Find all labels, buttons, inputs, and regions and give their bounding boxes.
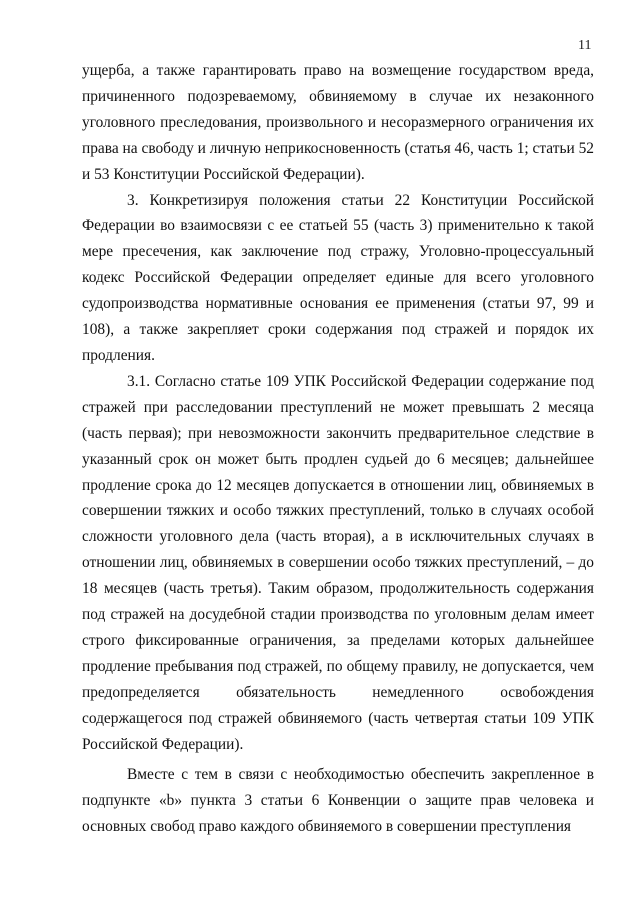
paragraph-section-3: 3. Конкретизируя положения статьи 22 Конституции Российской Федерации во взаимосвязи с ее статьей 55 (часть 3) применительно к такой мере пресечения, как заключение под стражу, Уголовно-процессуальный кодекс Российской Федерации определяет единые для всего уголовного судопроизводства нормативные основания ее применения (статьи 97, 99 и 108), а также закрепляет сроки содержания под стражей и порядок их продления. xyxy=(82,191,594,364)
page-number: 11 xyxy=(578,38,592,53)
paragraph-section-3-1: 3.1. Согласно статье 109 УПК Российской Федерации содержание под стражей при расследовании преступлений не может превышать 2 месяца (часть первая); при невозможности закончить предварительное следствие в указанный срок он может быть продлен судьей до 6 месяцев; дальнейшее продление срока до 12 месяцев допускается в отношении лиц, обвиняемых в совершении тяжких и особо тяжких преступлений, только в случаях особой сложности уголовного дела (часть вторая), а в исключительных случаях в отношении лиц, обвиняемых в совершении особо тяжких преступлений, – до 18 месяцев (часть третья). Таким образом, продолжительность содержания под стражей на досудебной стадии производства по уголовным делам имеет строго фиксированные ограничения, за пределами которых дальнейшее продление пребывания под стражей, по общему правилу, не допускается, чем предопределяется обязательность немедленного освобождения содержащегося под стражей обвиняемого (часть четвертая статьи 109 УПК Российской Федерации). xyxy=(82,372,594,753)
document-body xyxy=(82,58,594,840)
paragraph-convention: Вместе с тем в связи с необходимостью обеспечить закрепленное в подпункте «b» пункта 3 статьи 6 Конвенции о защите прав человека и основных свобод право каждого обвиняемого в совершении преступления xyxy=(82,766,594,836)
paragraph-continuation: ущерба, а также гарантировать право на возмещение государством вреда, причиненного подозреваемому, обвиняемому в случае их незаконного уголовного преследования, произвольного и несоразмерного ограничения их права на свободу и личную неприкосновенность (статья 46, часть 1; статьи 52 и 53 Конституции Российской Федерации). xyxy=(82,62,594,183)
